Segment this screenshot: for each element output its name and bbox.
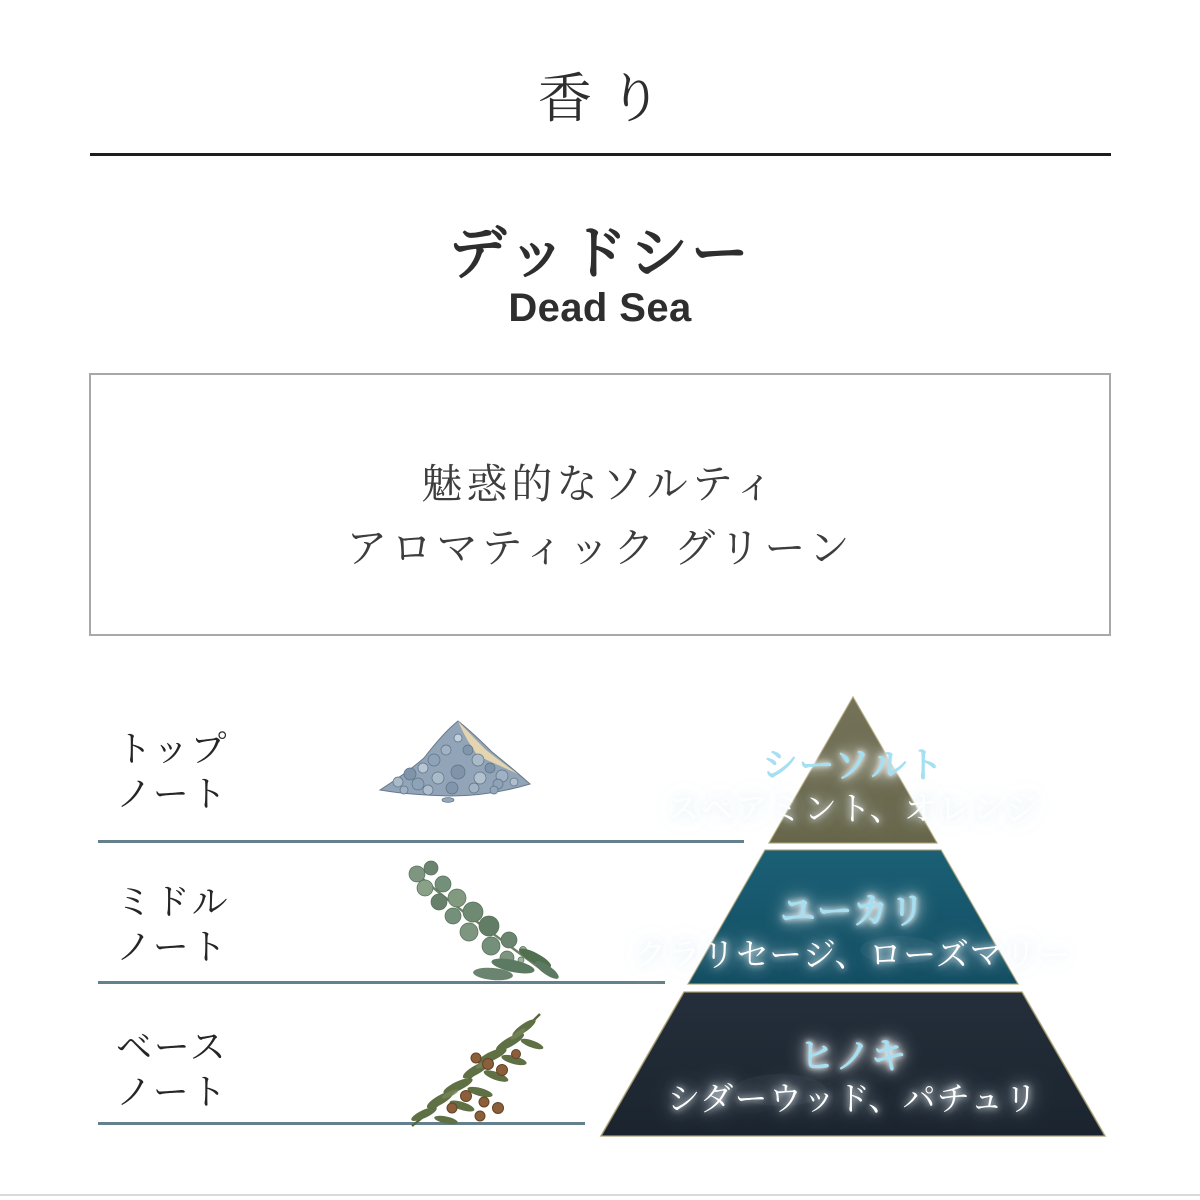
product-name-japanese: デッドシー — [448, 221, 752, 286]
scent-description-line2: アロマティック グリーン — [346, 525, 854, 571]
top-sub-notes: スペアミント、オレンジ — [666, 790, 1040, 827]
middle-sub-notes: クラリセージ、ローズマリー — [633, 936, 1073, 973]
base-note-label-line1: ベース — [116, 1026, 228, 1067]
product-name-english: Dead Sea — [508, 286, 692, 330]
base-sub-notes: シダーウッド、パチュリ — [667, 1080, 1039, 1117]
page-title: 香り — [537, 69, 679, 129]
base-main-note: ヒノキ — [798, 1035, 908, 1076]
top-note-label-line1: トップ — [116, 728, 229, 769]
middle-note-label-line2: ノート — [116, 926, 229, 967]
middle-note-label-line1: ミドル — [116, 881, 230, 922]
middle-main-note: ユーカリ — [779, 890, 927, 931]
base-note-label-line2: ノート — [116, 1071, 229, 1112]
scent-description-line1: 魅惑的なソルティ — [421, 461, 779, 507]
top-main-note: シーソルト — [761, 744, 945, 785]
top-note-label-line2: ノート — [116, 773, 229, 814]
